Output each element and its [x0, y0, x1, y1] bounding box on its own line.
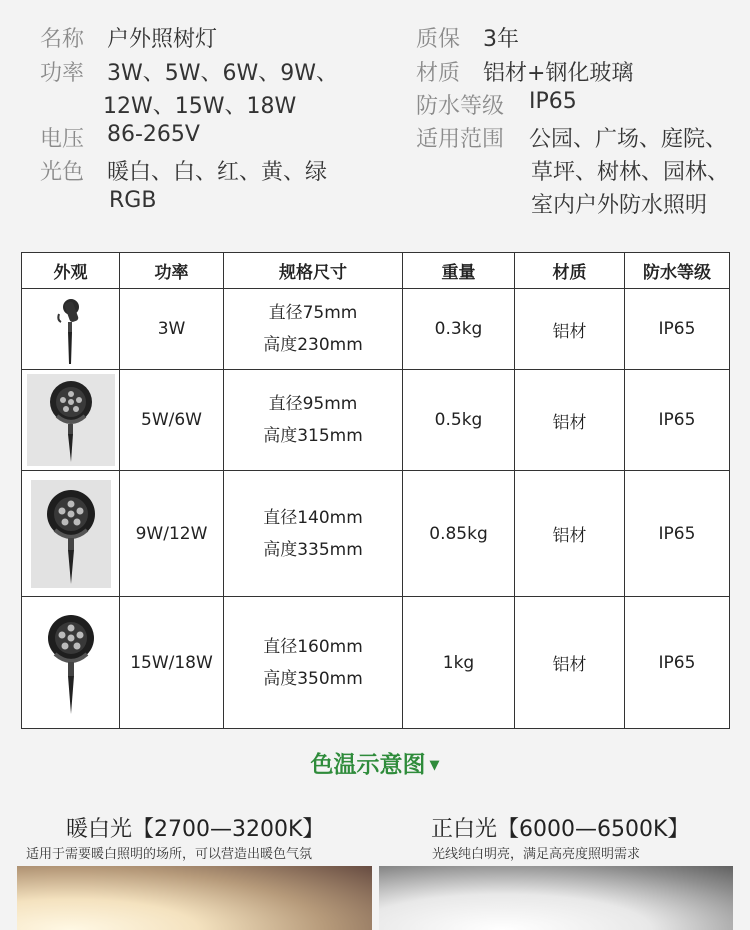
- power-cell: 3W: [120, 289, 224, 370]
- warm-white-name: 暖白光: [66, 817, 133, 842]
- material-cell: 铝材: [515, 471, 625, 597]
- spec-value-name: 户外照树灯: [107, 27, 218, 52]
- warm-white-range: 【2700—3200K】: [132, 817, 325, 842]
- spec-value-application-line1: 公园、广场、庭院、: [529, 127, 728, 152]
- size-cell: [224, 597, 403, 729]
- spec-label-light-color: 光色: [40, 160, 85, 185]
- material-cell: 铝材: [515, 597, 625, 729]
- diameter-text: 直径95mm: [268, 394, 358, 414]
- pure-white-name: 正白光: [431, 817, 498, 842]
- table-header-row: [22, 253, 730, 289]
- pure-white-range: 【6000—6500K】: [497, 817, 690, 842]
- product-image-cell: [22, 289, 120, 370]
- power-cell: 9W/12W: [120, 471, 224, 597]
- spec-value-power-line2: 12W、15W、18W: [103, 94, 297, 119]
- table-row: [22, 289, 730, 370]
- spec-value-material: 铝材+钢化玻璃: [483, 61, 634, 86]
- warm-white-title: [66, 812, 324, 843]
- spotlight-lamp-image: [31, 480, 111, 588]
- color-temp-heading: [0, 746, 750, 779]
- header-appearance: 外观: [22, 253, 120, 289]
- waterproof-cell: IP65: [625, 597, 730, 729]
- warm-white-light-swatch: [17, 866, 372, 930]
- spec-value-power-line1: 3W、5W、6W、9W、: [107, 61, 339, 86]
- spotlight-lamp-image: [51, 292, 91, 366]
- spec-value-voltage: 86-265V: [107, 122, 200, 147]
- size-cell: [224, 471, 403, 597]
- pure-white-light-swatch: [379, 866, 733, 930]
- spec-label-voltage: 电压: [40, 127, 85, 152]
- header-waterproof: 防水等级: [625, 253, 730, 289]
- spec-label-name: 名称: [40, 27, 85, 52]
- size-cell: [224, 370, 403, 471]
- waterproof-cell: IP65: [625, 471, 730, 597]
- height-text: 高度350mm: [263, 668, 363, 689]
- product-image-cell: [22, 597, 120, 729]
- spec-label-waterproof: 防水等级: [416, 94, 505, 119]
- spec-label-material: 材质: [416, 61, 461, 86]
- spec-summary: [0, 0, 750, 240]
- color-temp-heading-text: 色温示意图: [310, 752, 426, 778]
- material-cell: 铝材: [515, 370, 625, 471]
- weight-cell: 0.5kg: [403, 370, 515, 471]
- spec-table: [21, 252, 730, 729]
- spec-label-warranty: 质保: [416, 27, 461, 52]
- weight-cell: 1kg: [403, 597, 515, 729]
- waterproof-cell: IP65: [625, 370, 730, 471]
- material-cell: 铝材: [515, 289, 625, 370]
- table-row: [22, 597, 730, 729]
- header-power: 功率: [120, 253, 224, 289]
- weight-cell: 0.85kg: [403, 471, 515, 597]
- weight-cell: 0.3kg: [403, 289, 515, 370]
- spec-value-application-line2: 草坪、树林、园林、: [531, 160, 730, 185]
- triangle-down-icon: ▼: [429, 758, 440, 773]
- height-text: 高度335mm: [263, 539, 363, 560]
- pure-white-title: [431, 812, 689, 843]
- header-material: 材质: [515, 253, 625, 289]
- size-cell: [224, 289, 403, 370]
- pure-white-description: 光线纯白明亮，满足高亮度照明需求: [432, 847, 641, 862]
- spec-value-warranty: 3年: [483, 27, 519, 52]
- spec-value-light-color-line1: 暖白、白、红、黄、绿: [107, 160, 328, 185]
- spec-value-light-color-line2: RGB: [109, 188, 157, 213]
- spec-value-application-line3: 室内户外防水照明: [531, 193, 708, 218]
- product-image-cell: [22, 471, 120, 597]
- spec-label-power: 功率: [40, 61, 85, 86]
- header-weight: 重量: [403, 253, 515, 289]
- waterproof-cell: IP65: [625, 289, 730, 370]
- spotlight-lamp-image: [27, 374, 115, 466]
- spotlight-lamp-image: [41, 608, 101, 718]
- spec-value-waterproof: IP65: [529, 89, 577, 114]
- diameter-text: 直径75mm: [268, 303, 358, 323]
- product-image-cell: [22, 370, 120, 471]
- warm-white-description: 适用于需要暖白照明的场所，可以营造出暖色气氛: [26, 847, 313, 862]
- table-row: [22, 370, 730, 471]
- power-cell: 5W/6W: [120, 370, 224, 471]
- table-row: [22, 471, 730, 597]
- diameter-text: 直径160mm: [263, 636, 363, 657]
- height-text: 高度315mm: [263, 426, 363, 446]
- power-cell: 15W/18W: [120, 597, 224, 729]
- diameter-text: 直径140mm: [263, 507, 363, 528]
- spec-label-application: 适用范围: [416, 127, 505, 152]
- header-size: 规格尺寸: [224, 253, 403, 289]
- height-text: 高度230mm: [263, 335, 363, 355]
